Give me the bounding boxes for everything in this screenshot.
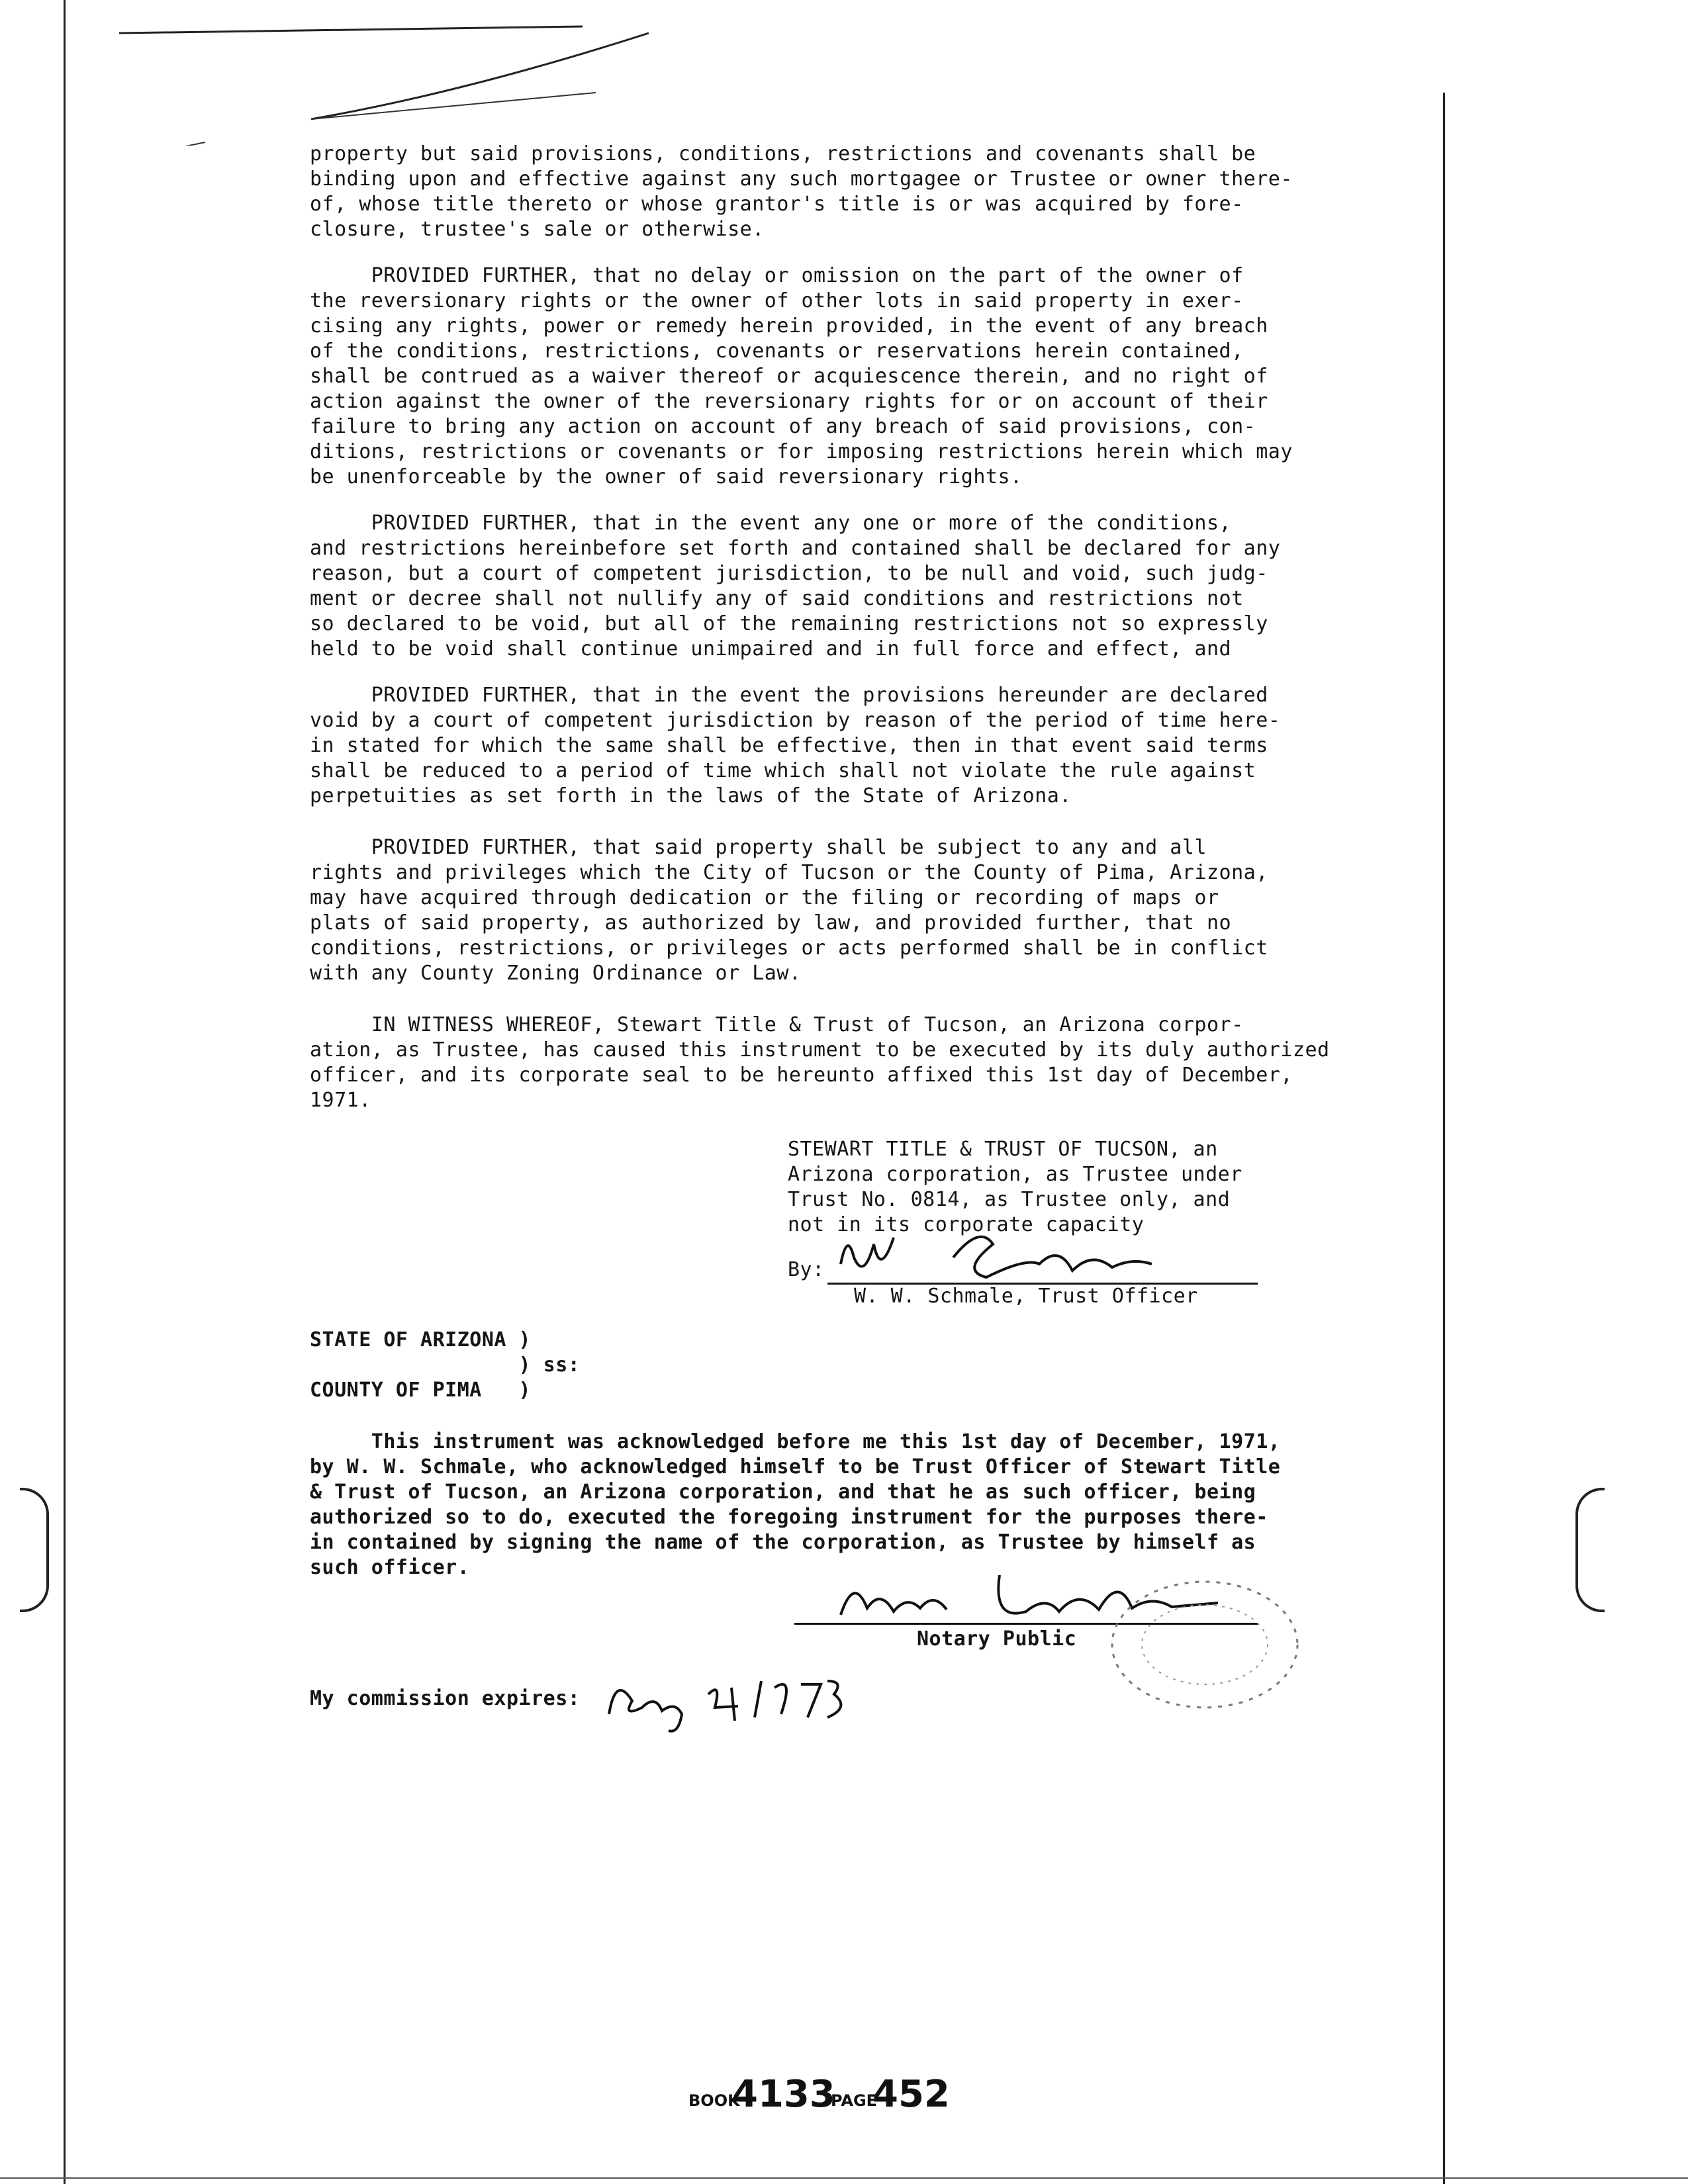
paragraph-provided-further-1: PROVIDED FURTHER, that no delay or omission on the part of the owner of the reversionary rights or the owner of other lots in said property in exer- cising any rights, power or remedy herein provided, in the event of any breach of the conditions, restrictions, covenants or reservations herein contained, shall be contrued as a waiver thereof or acquiescence therein, and no right of action against the owner of the reversionary rights for or on account of their failure to bring any action on account of any breach of said provisions, con- ditions, restrictions or covenants or for imposing restrictions herein which may be unenforceable by the owner of said reversionary rights. (310, 264, 1293, 488)
venue-block: STATE OF ARIZONA ) ) ss: COUNTY OF PIMA ) (310, 1328, 581, 1402)
paragraph-provided-further-2: PROVIDED FURTHER, that in the event any one or more of the conditions, and restrictions hereinbefore set forth and contained shall be declared for any reason, but a court of competent jurisdiction, to be null and void, such judg- ment or decree shall not nullify any of said conditions and restrictions not so declared to be void, but all of the remaining restrictions not so expressly held to be void shall continue unimpaired and in full force and effect, and (310, 512, 1281, 660)
book-label: BOOK (688, 2091, 740, 2110)
by-label: By: (788, 1258, 825, 1281)
left-binding-bracket (20, 1488, 49, 1612)
paragraph-provided-further-4: PROVIDED FURTHER, that said property shall be subject to any and all rights and privileges which the City of Tucson or the County of Pima, Arizona, may have acquired through dedication or the filing or recording of maps or plats of said property, as authorized by law, and provided further, that no conditions, restrictions, or privileges or acts performed shall be in conflict with any County Zoning Ordinance or Law. (310, 836, 1268, 985)
left-scan-edge (64, 0, 66, 2184)
commission-label: My commission expires: (310, 1687, 581, 1710)
signer-line: W. W. Schmale, Trust Officer (854, 1285, 1198, 1308)
paragraph-in-witness: IN WITNESS WHEREOF, Stewart Title & Trust of Tucson, an Arizona corpor- ation, as Trustee, has caused this instrument to be executed by its duly authorized officer, and its corporate seal to be hereunto affixed this 1st day of December, 1971. (310, 1013, 1330, 1112)
notary-label: Notary Public (917, 1627, 1077, 1651)
right-scan-edge (1443, 93, 1445, 2184)
book-number: 4133 (732, 2073, 835, 2116)
page-number: 452 (872, 2073, 950, 2116)
right-binding-bracket (1575, 1488, 1605, 1612)
paragraph-intro: property but said provisions, conditions, restrictions and covenants shall be binding upon and effective against any such mortgagee or Trustee or owner there- of, whose title thereto or whose grantor's title is or was acquired by fore- closure, trustee's sale or otherwise. (310, 142, 1293, 241)
trust-officer-signature (827, 1218, 1198, 1291)
commission-date-handwritten (596, 1655, 861, 1734)
bottom-edge-line (0, 2177, 1688, 2179)
top-fold-lines (0, 0, 728, 146)
trustee-block: STEWART TITLE & TRUST OF TUCSON, an Arizona corporation, as Trustee under Trust No. 0814, as Trustee only, and not in its corporate capacity (788, 1138, 1243, 1236)
notary-seal (1099, 1569, 1317, 1721)
paragraph-provided-further-3: PROVIDED FURTHER, that in the event the provisions hereunder are declared void by a court of competent jurisdiction by reason of the period of time here- in stated for which the same shall be effective, then in that event said terms shall be reduced to a period of time which shall not violate the rule against perpetuities as set forth in the laws of the State of Arizona. (310, 684, 1281, 807)
paragraph-acknowledgment: This instrument was acknowledged before me this 1st day of December, 1971, by W. W. Schmale, who acknowledged himself to be Trust Officer of Stewart Title & Trust of Tucson, an Arizona corporation, and that he as such officer, being authorized so to do, executed the foregoing instrument for the purposes there- in contained by signing the name of the corporation, as Trustee by himself as such officer. (310, 1430, 1281, 1579)
page-label: PAGE (831, 2091, 878, 2110)
